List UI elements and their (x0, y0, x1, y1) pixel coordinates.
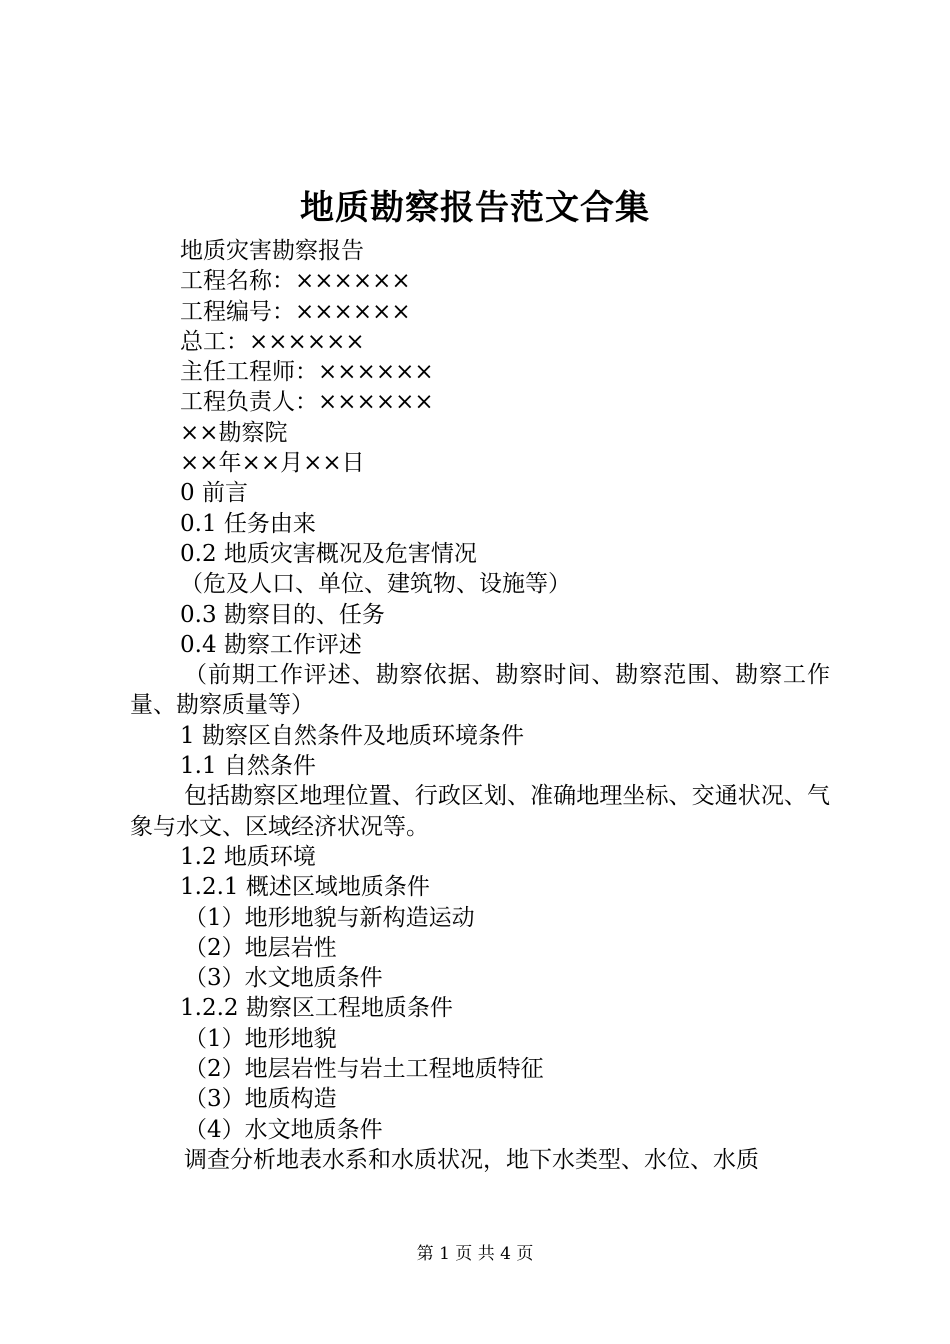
section-heading: 1.2.2 勘察区工程地质条件 (180, 995, 453, 1022)
project-number-line: 工程编号：×××××× (180, 298, 411, 325)
list-item: （2）地层岩性与岩土工程地质特征 (184, 1056, 544, 1083)
section-heading: 0 前言 (180, 480, 248, 507)
list-item: （1）地形地貌与新构造运动 (184, 904, 475, 931)
heading-report-name: 地质灾害勘察报告 (180, 238, 364, 264)
section-note: （危及人口、单位、建筑物、设施等） (180, 571, 571, 598)
section-heading: 0.2 地质灾害概况及危害情况 (180, 540, 477, 567)
principal-engineer-line: 主任工程师：×××××× (180, 359, 434, 386)
list-item: （2）地层岩性 (184, 934, 337, 961)
project-lead-line: 工程负责人：×××××× (180, 389, 434, 416)
list-item: （3）水文地质条件 (184, 965, 383, 992)
section-heading: 1.1 自然条件 (180, 753, 316, 780)
list-item: （4）水文地质条件 (184, 1116, 383, 1143)
body-paragraph: （前期工作评述、勘察依据、勘察时间、勘察范围、勘察工作量、勘察质量等） (130, 662, 830, 719)
section-heading: 1.2.1 概述区域地质条件 (180, 874, 430, 901)
page-footer: 第 1 页 共 4 页 (416, 1244, 534, 1264)
body-paragraph: 包括勘察区地理位置、行政区划、准确地理坐标、交通状况、气象与水文、区域经济状况等。 (130, 783, 830, 840)
date-line: ××年××月××日 (180, 450, 365, 477)
section-heading: 0.4 勘察工作评述 (180, 631, 362, 658)
list-item: （1）地形地貌 (184, 1025, 337, 1052)
document-body (130, 236, 830, 1175)
section-heading: 0.3 勘察目的、任务 (180, 601, 385, 628)
body-paragraph: 调查分析地表水系和水质状况，地下水类型、水位、水质 (184, 1146, 759, 1173)
list-item: （3）地质构造 (184, 1086, 337, 1113)
institute-line: ××勘察院 (180, 419, 288, 446)
section-heading: 1 勘察区自然条件及地质环境条件 (180, 722, 524, 749)
chief-engineer-line: 总工：×××××× (180, 328, 365, 355)
project-name-line: 工程名称：×××××× (180, 268, 411, 295)
document-title: 地质勘察报告范文合集 (300, 188, 650, 228)
section-heading: 0.1 任务由来 (180, 510, 316, 537)
section-heading: 1.2 地质环境 (180, 843, 316, 870)
